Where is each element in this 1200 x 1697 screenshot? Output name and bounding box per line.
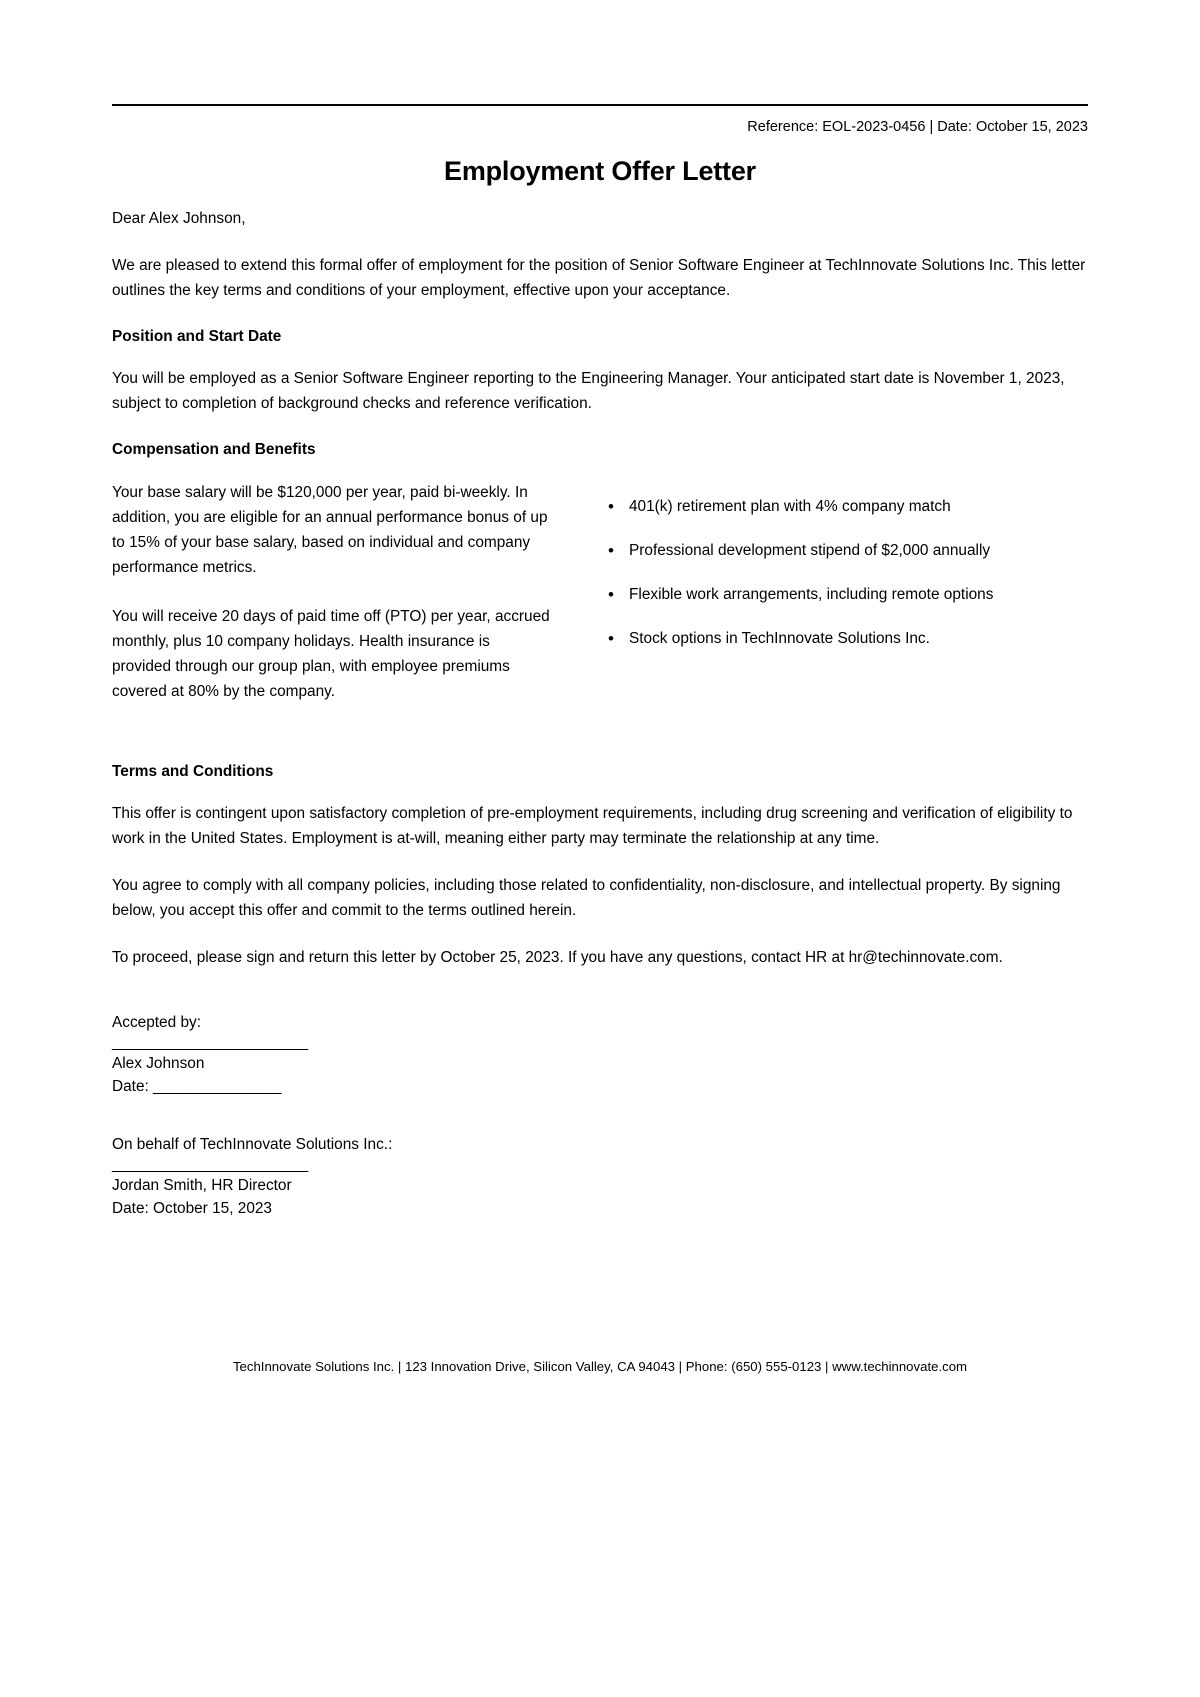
page-footer: TechInnovate Solutions Inc. | 123 Innovation Drive, Silicon Valley, CA 94043 | Phone: (650) 555-0123 | www.techinnovate.com [232, 1359, 968, 1374]
benefits-list [604, 495, 1088, 650]
document-reference-line: Reference: EOL-2023-0456 | Date: October 15, 2023 [747, 119, 1088, 135]
candidate-date-field: Date: _______________ [112, 1078, 282, 1096]
terms-paragraph-2: You agree to comply with all company policies, including those related to confidentiality, non-disclosure, and intellectual property. By signing below, you accept this offer and commit to the terms outlined herein. [112, 876, 1061, 919]
compensation-text-column [112, 481, 552, 729]
position-paragraph: You will be employed as a Senior Software Engineer reporting to the Engineering Manager. Your anticipated start date is November 1, 2023, subject to completion of background checks and reference verification. [112, 370, 1065, 413]
candidate-signature-line: ________________________ [112, 1034, 308, 1052]
header-divider [112, 104, 1088, 106]
compensation-columns [112, 481, 1088, 729]
salutation: Dear Alex Johnson, [112, 210, 246, 227]
signature-spacer [112, 1099, 1088, 1133]
list-item: • Professional development stipend of $2,000 annually [604, 539, 1088, 562]
company-signature-date: Date: October 15, 2023 [112, 1200, 272, 1218]
letter-body [112, 207, 1088, 1221]
company-signature-label: On behalf of TechInnovate Solutions Inc.: [112, 1135, 393, 1153]
benefits-column [604, 481, 1088, 650]
signature-block [112, 1011, 1088, 1221]
page-title: Employment Offer Letter [444, 156, 756, 186]
list-item: • Flexible work arrangements, including remote options [604, 583, 1088, 606]
company-signer-name: Jordan Smith, HR Director [112, 1176, 292, 1194]
terms-paragraph-3: To proceed, please sign and return this letter by October 25, 2023. If you have any questions, contact HR at hr@techinnovate.com. [112, 948, 1003, 966]
section-heading-terms: Terms and Conditions [112, 762, 274, 780]
section-heading-position: Position and Start Date [112, 327, 282, 345]
intro-paragraph: We are pleased to extend this formal offer of employment for the position of Senior Software Engineer at TechInnovate Solutions Inc. This letter outlines the key terms and conditions of your employment, effective upon your acceptance. [112, 256, 1086, 299]
pto-paragraph: You will receive 20 days of paid time off (PTO) per year, accrued monthly, plus 10 company holidays. Health insurance is provided through our group plan, with employee premiums covered at 80% by the company. [112, 607, 550, 700]
terms-section [112, 761, 1088, 971]
candidate-name: Alex Johnson [112, 1054, 205, 1072]
section-heading-compensation: Compensation and Benefits [112, 441, 316, 459]
terms-paragraph-1: This offer is contingent upon satisfactory completion of pre-employment requirements, including drug screening and verification of eligibility to work in the United States. Employment is at-will, meaning either party may terminate the relationship at any time. [112, 805, 1073, 848]
salary-paragraph: Your base salary will be $120,000 per year, paid bi-weekly. In addition, you are eligible for an annual performance bonus of up to 15% of your base salary, based on individual and company performance metrics. [112, 483, 548, 576]
list-item: • Stock options in TechInnovate Solutions Inc. [604, 627, 1088, 650]
list-item: • 401(k) retirement plan with 4% company match [604, 495, 1088, 518]
company-signature-line: ________________________ [112, 1156, 308, 1174]
accepted-by-label: Accepted by: [112, 1013, 201, 1031]
